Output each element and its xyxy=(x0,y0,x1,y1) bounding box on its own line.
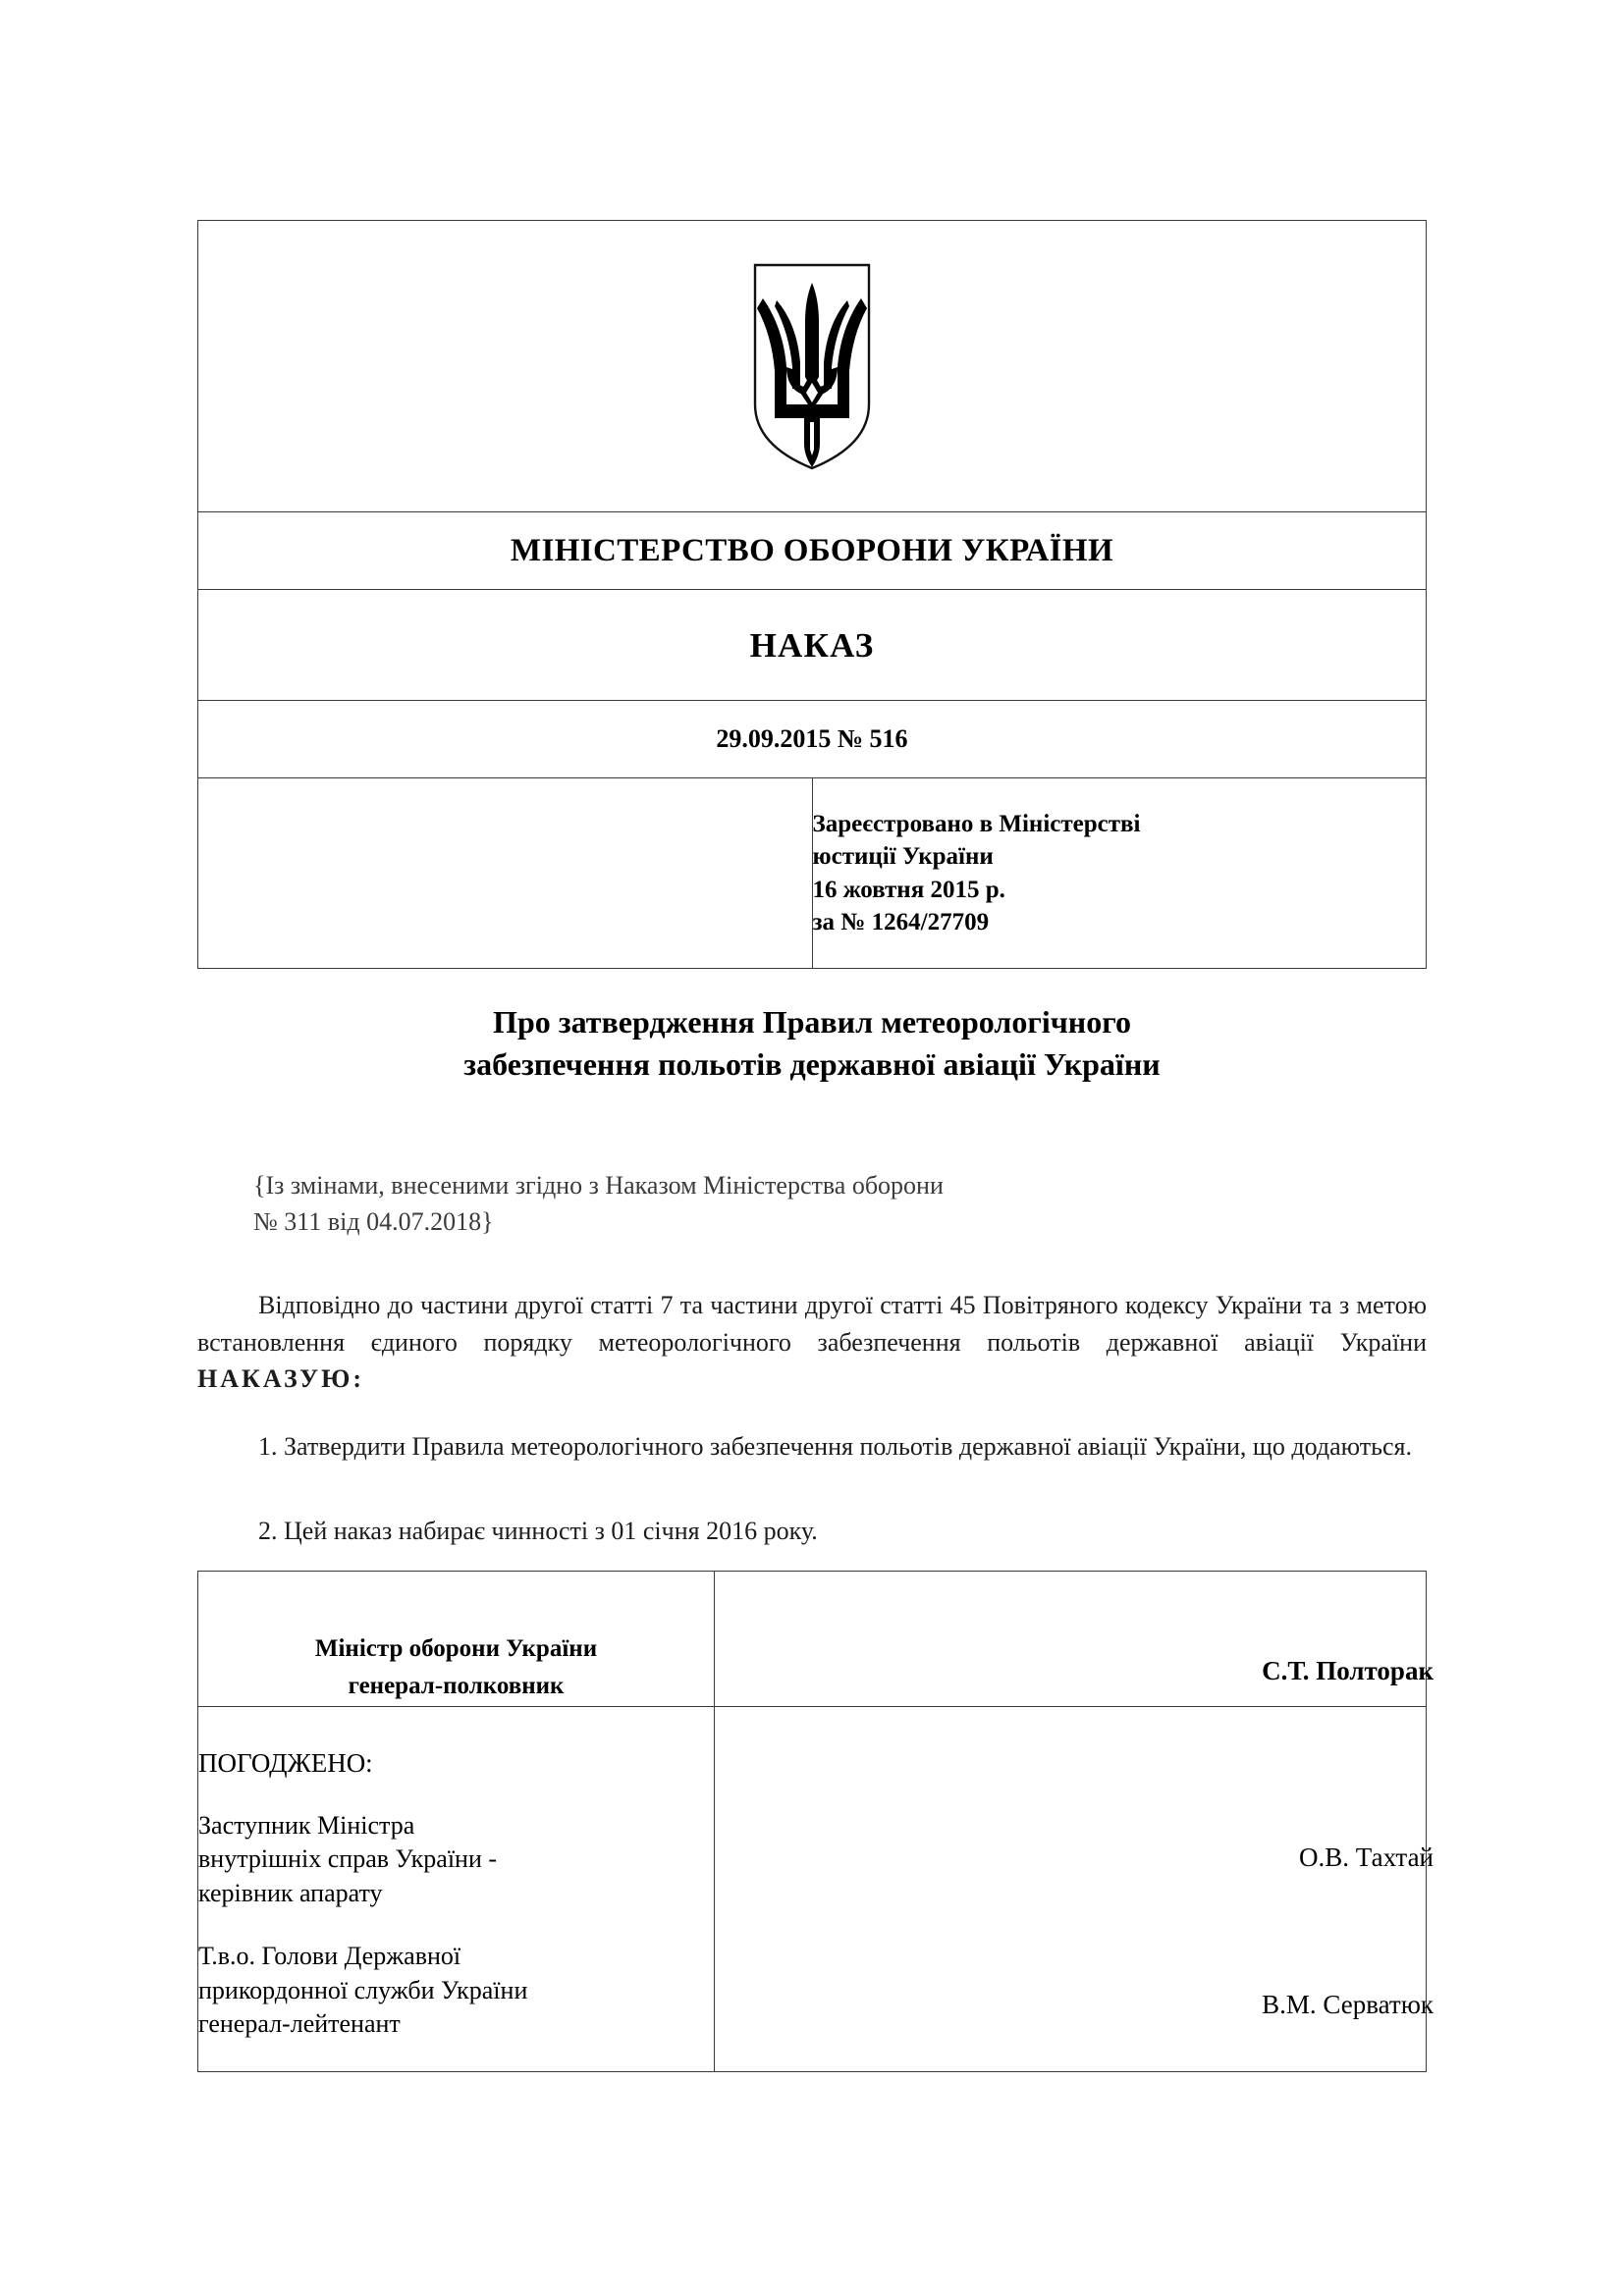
page-title-line-2: забезпечення польотів державної авіації України xyxy=(463,1046,1161,1083)
approval-group-1 xyxy=(198,1809,714,1911)
approval-1-line-1: Заступник Міністра xyxy=(198,1810,415,1840)
date-number-cell xyxy=(198,701,1427,778)
doc-type-cell xyxy=(198,590,1427,701)
page-title-line-1: Про затвердження Правил метеорологічного xyxy=(493,1004,1131,1040)
minister-name-cell xyxy=(715,1572,1434,1707)
approvals-row xyxy=(198,1707,1427,2072)
ministry-name-cell xyxy=(198,512,1427,590)
ukraine-coat-of-arms-icon xyxy=(733,261,891,472)
minister-name: С.Т. Полторак xyxy=(1262,1656,1434,1685)
approval-2-line-1: Т.в.о. Голови Державної xyxy=(198,1942,461,1971)
approvals-names-cell xyxy=(715,1707,1434,2072)
page-title xyxy=(197,1001,1427,1086)
registration-stamp-cell xyxy=(812,778,1427,969)
intro-paragraph xyxy=(197,1287,1427,1398)
amendment-note-line-2: № 311 від 04.07.2018} xyxy=(253,1206,494,1236)
approval-2-name: В.М. Серватюк xyxy=(1262,1990,1434,2019)
nakazuyu-keyword: НАКАЗУЮ: xyxy=(197,1364,365,1394)
ministry-row xyxy=(198,512,1427,590)
approval-group-2 xyxy=(198,1940,714,2042)
minister-signature-row xyxy=(198,1572,1427,1707)
doc-type-heading: НАКАЗ xyxy=(749,625,875,665)
minister-title-cell xyxy=(198,1572,715,1707)
approval-1-line-3: керівник апарату xyxy=(198,1878,383,1907)
minister-title-line-2: генерал-полковник xyxy=(348,1673,565,1700)
intro-paragraph-text: Відповідно до частини другої статті 7 та частини другої статті 45 Повітряного кодексу України та з метою встановлення єдиного порядку метеорологічного забезпечення польотів державної авіації України xyxy=(197,1291,1427,1357)
approval-1-name: О.В. Тахтай xyxy=(1299,1842,1434,1872)
date-and-number: 29.09.2015 № 516 xyxy=(716,724,908,753)
emblem-cell xyxy=(198,221,1427,512)
emblem-row xyxy=(198,221,1427,512)
approval-2-line-3: генерал-лейтенант xyxy=(198,2009,401,2039)
signature-table xyxy=(197,1571,1434,2072)
registration-row xyxy=(198,778,1427,969)
amendment-note-line-1: {Із змінами, внесеними згідно з Наказом Міністерства оборони xyxy=(253,1171,944,1200)
doc-type-row xyxy=(198,590,1427,701)
approvals-titles-cell xyxy=(198,1707,715,2072)
approval-2-line-2: прикордонної служби України xyxy=(198,1975,528,2004)
ministry-name: МІНІСТЕРСТВО ОБОРОНИ УКРАЇНИ xyxy=(510,532,1114,568)
document-header-table xyxy=(197,220,1427,969)
body-item-1: 1. Затвердити Правила метеорологічного забезпечення польотів державної авіації України, що додаються. xyxy=(258,1432,1412,1461)
registration-empty-cell xyxy=(198,778,813,969)
registration-line-2: юстиції України xyxy=(812,843,994,871)
approval-1-line-2: внутрішніх справ України - xyxy=(198,1844,498,1874)
body-item-2: 2. Цей наказ набирає чинності з 01 січня 2016 року. xyxy=(258,1517,818,1545)
minister-title-line-1: Міністр оборони України xyxy=(314,1634,598,1662)
registration-line-4: за № 1264/27709 xyxy=(812,908,990,935)
approved-heading: ПОГОДЖЕНО: xyxy=(198,1747,373,1778)
registration-line-3: 16 жовтня 2015 р. xyxy=(812,876,1005,903)
amendment-note xyxy=(253,1168,1432,1241)
registration-line-1: Зареєстровано в Міністерстві xyxy=(812,811,1141,837)
date-number-row xyxy=(198,701,1427,778)
